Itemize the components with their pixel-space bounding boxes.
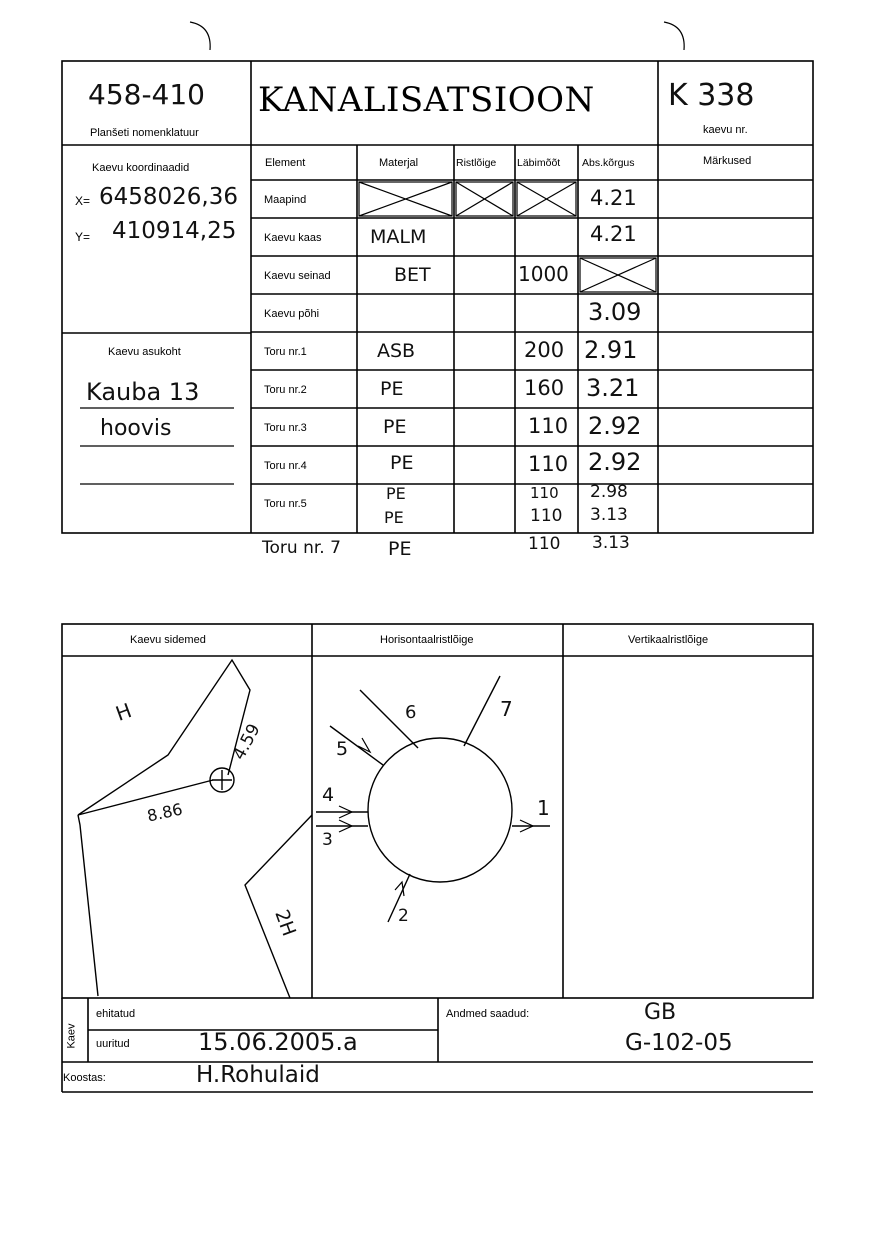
house-label-1: H xyxy=(112,698,135,726)
row-element: Toru nr.5 xyxy=(264,498,307,510)
row-height: 2.92 xyxy=(588,448,642,476)
row-height: 2.92 xyxy=(588,412,642,440)
pipe-label-3: 3 xyxy=(322,830,333,850)
pipe-label-7: 7 xyxy=(500,697,513,721)
row-material: MALM xyxy=(370,226,427,248)
col-header-element: Element xyxy=(265,157,306,169)
col-header-height: Abs.kõrgus xyxy=(582,157,635,169)
coords-y-value: 410914,25 xyxy=(112,218,237,244)
pipe-label-6: 6 xyxy=(405,702,417,723)
row-material: PE xyxy=(386,484,406,503)
page-title: KANALISATSIOON xyxy=(258,80,595,120)
vertikaal-label: Vertikaalristlõige xyxy=(628,634,709,646)
well-number-value: K 338 xyxy=(668,78,755,113)
row-material: ASB xyxy=(377,340,416,362)
uuritud-label: uuritud xyxy=(96,1038,130,1050)
extra-row-material: PE xyxy=(388,538,412,560)
row-height: 3.21 xyxy=(586,374,640,402)
pipe-label-4: 4 xyxy=(322,784,335,806)
row-height: 4.21 xyxy=(590,222,637,246)
coords-x-value: 6458026,36 xyxy=(99,184,239,210)
row-element: Maapind xyxy=(264,194,307,206)
row-height: 2.91 xyxy=(584,336,638,364)
row-element: Toru nr.1 xyxy=(264,346,307,358)
col-header-notes: Märkused xyxy=(703,155,752,167)
nomenclature-label: Planšeti nomenklatuur xyxy=(90,127,199,139)
row-element: Toru nr.4 xyxy=(264,460,307,472)
extra-row-element: Toru nr. 7 xyxy=(262,538,341,558)
row-diameter: 110 xyxy=(530,484,559,502)
row-diameter: 110 xyxy=(528,452,569,476)
row-diameter: 160 xyxy=(524,376,565,400)
row-element: Kaevu kaas xyxy=(264,232,322,244)
andmed-value-1: GB xyxy=(644,1000,677,1025)
distance-2: 8.86 xyxy=(145,799,185,826)
col-header-diameter: Läbimõõt xyxy=(517,157,561,169)
footer-side-label: Kaev xyxy=(65,1023,78,1049)
location-label: Kaevu asukoht xyxy=(108,346,181,358)
koostas-label: Koostas: xyxy=(63,1072,106,1084)
row-diameter: 110 xyxy=(528,414,569,438)
row-element: Toru nr.3 xyxy=(264,422,307,434)
pipe-label-2: 2 xyxy=(398,906,409,926)
row-height: 2.98 xyxy=(590,482,628,502)
uuritud-value: 15.06.2005.a xyxy=(198,1028,358,1056)
row-material: BET xyxy=(394,264,431,286)
koostas-value: H.Rohulaid xyxy=(196,1062,320,1088)
andmed-label: Andmed saadud: xyxy=(446,1008,530,1020)
well-number-label: kaevu nr. xyxy=(703,124,748,136)
row-diameter: 200 xyxy=(524,338,565,362)
row-element: Kaevu põhi xyxy=(264,308,320,320)
row-material: PE xyxy=(383,416,407,438)
pipe-label-5: 5 xyxy=(336,738,349,760)
extra-row-height: 3.13 xyxy=(592,533,630,553)
extra-row-diameter: 110 xyxy=(528,534,561,554)
row-material: PE xyxy=(390,452,414,474)
distance-1: 4.59 xyxy=(229,720,265,764)
col-header-material: Materjal xyxy=(379,157,419,169)
horisontaal-label: Horisontaalristlõige xyxy=(380,634,474,646)
location-line-2: hoovis xyxy=(100,416,172,441)
row-height-2: 3.13 xyxy=(590,505,628,525)
row-element: Toru nr.2 xyxy=(264,384,307,396)
row-diameter: 1000 xyxy=(518,262,569,286)
andmed-value-2: G-102-05 xyxy=(625,1030,733,1056)
ehitatud-label: ehitatud xyxy=(96,1008,136,1020)
row-element: Kaevu seinad xyxy=(264,270,331,282)
location-line-1: Kauba 13 xyxy=(86,378,200,406)
row-height: 4.21 xyxy=(590,186,637,210)
col-header-section: Ristlõige xyxy=(456,157,497,169)
row-diameter-2: 110 xyxy=(530,506,563,526)
row-material-2: PE xyxy=(384,508,404,527)
coords-x-prefix: X= xyxy=(75,194,91,208)
coords-label: Kaevu koordinaadid xyxy=(92,162,190,174)
sidemed-label: Kaevu sidemed xyxy=(130,634,206,646)
row-material: PE xyxy=(380,378,404,400)
coords-y-prefix: Y= xyxy=(75,230,91,244)
house-label-2: 2H xyxy=(270,906,301,940)
row-height: 3.09 xyxy=(588,298,642,326)
nomenclature-value: 458-410 xyxy=(88,78,205,111)
pipe-label-1: 1 xyxy=(537,796,550,820)
